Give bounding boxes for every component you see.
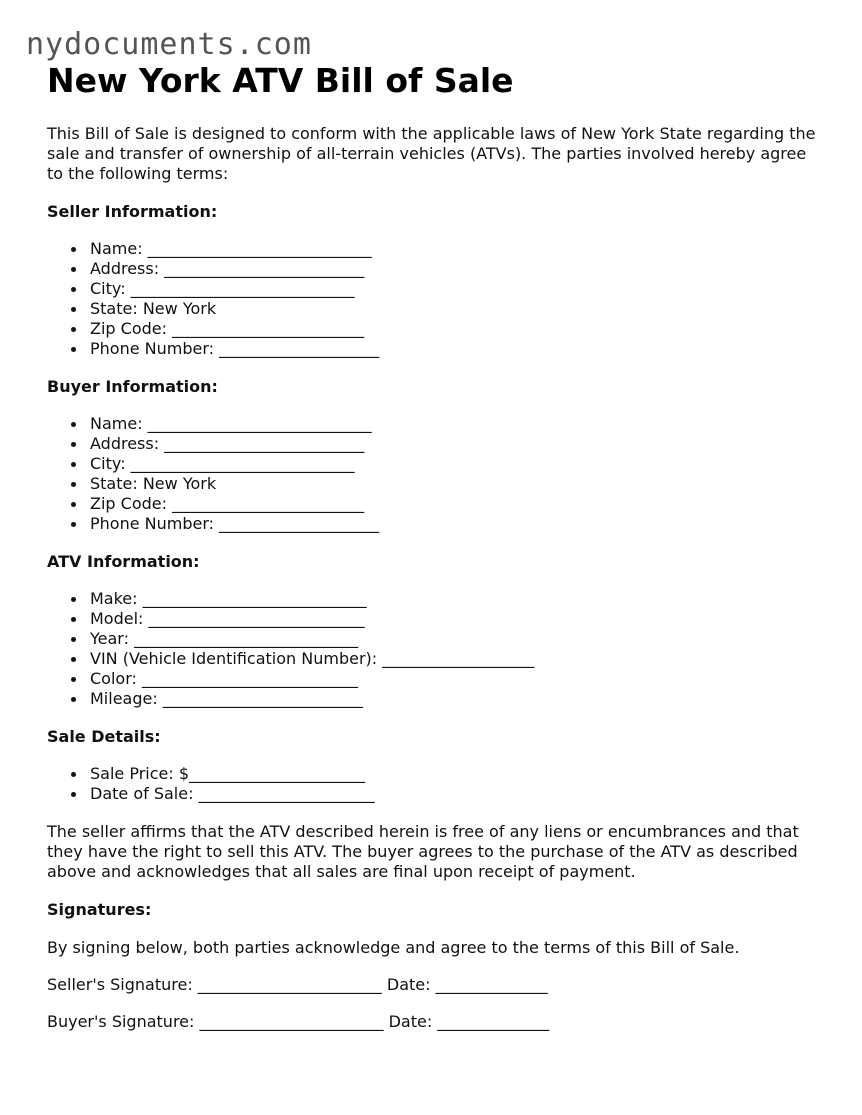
seller-list <box>47 239 817 359</box>
seller-state-field: State: New York <box>90 299 817 319</box>
seller-signature-line[interactable]: Seller's Signature: _______________________ Date: ______________ <box>47 975 548 994</box>
seller-name-field[interactable]: Name: ____________________________ <box>90 239 817 259</box>
buyer-address-field[interactable]: Address: _________________________ <box>90 434 817 454</box>
seller-phone-field[interactable]: Phone Number: ____________________ <box>90 339 817 359</box>
affirmation-paragraph: The seller affirms that the ATV described herein is free of any liens or encumbrances and that they have the right to sell this ATV. The buyer agrees to the purchase of the ATV as described above and acknowledges that all sales are final upon receipt of payment. <box>47 822 799 881</box>
seller-heading: Seller Information: <box>47 202 218 221</box>
sale-price-field[interactable]: Sale Price: $______________________ <box>90 764 817 784</box>
sale-heading: Sale Details: <box>47 727 161 746</box>
sale-list <box>47 764 817 804</box>
seller-address-field[interactable]: Address: _________________________ <box>90 259 817 279</box>
buyer-city-field[interactable]: City: ____________________________ <box>90 454 817 474</box>
sale-date-field[interactable]: Date of Sale: ______________________ <box>90 784 817 804</box>
atv-year-field[interactable]: Year: ____________________________ <box>90 629 817 649</box>
atv-vin-field[interactable]: VIN (Vehicle Identification Number): ___________________ <box>90 649 817 669</box>
buyer-state-field: State: New York <box>90 474 817 494</box>
document-page <box>47 60 817 1032</box>
signatures-heading: Signatures: <box>47 900 152 919</box>
page-title: New York ATV Bill of Sale <box>47 61 514 100</box>
atv-mileage-field[interactable]: Mileage: _________________________ <box>90 689 817 709</box>
atv-list <box>47 589 817 709</box>
buyer-heading: Buyer Information: <box>47 377 218 396</box>
intro-paragraph: This Bill of Sale is designed to conform with the applicable laws of New York State regarding the sale and transfer of ownership of all-terrain vehicles (ATVs). The parties involved hereby agree to the following terms: <box>47 124 816 183</box>
seller-city-field[interactable]: City: ____________________________ <box>90 279 817 299</box>
atv-color-field[interactable]: Color: ___________________________ <box>90 669 817 689</box>
watermark: nydocuments.com <box>26 27 312 62</box>
signatures-statement: By signing below, both parties acknowledge and agree to the terms of this Bill of Sale. <box>47 938 740 957</box>
atv-heading: ATV Information: <box>47 552 200 571</box>
buyer-list <box>47 414 817 534</box>
buyer-phone-field[interactable]: Phone Number: ____________________ <box>90 514 817 534</box>
seller-zip-field[interactable]: Zip Code: ________________________ <box>90 319 817 339</box>
atv-model-field[interactable]: Model: ___________________________ <box>90 609 817 629</box>
buyer-name-field[interactable]: Name: ____________________________ <box>90 414 817 434</box>
buyer-signature-line[interactable]: Buyer's Signature: _______________________ Date: ______________ <box>47 1012 550 1031</box>
buyer-zip-field[interactable]: Zip Code: ________________________ <box>90 494 817 514</box>
atv-make-field[interactable]: Make: ____________________________ <box>90 589 817 609</box>
